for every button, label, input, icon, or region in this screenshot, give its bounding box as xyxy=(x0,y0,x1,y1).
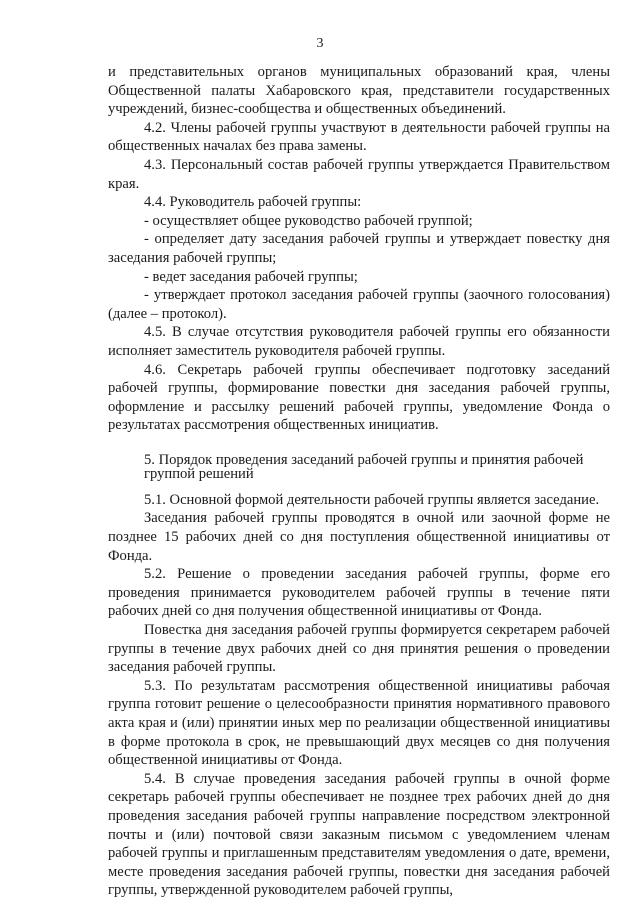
section-5-body xyxy=(108,491,610,900)
paragraph: 5.3. По результатам рассмотрения общественной инициативы рабочая группа готовит решение о целесообразности принятия нормативного правового акта края и (или) принятии иных мер по реализации общественной инициативы в форме протокола в срок, не превышающий двух месяцев со дня получения общественной инициативы от Фонда. xyxy=(108,677,610,769)
section-5-heading: 5. Порядок проведения заседаний рабочей группы и принятия рабочей группой решений xyxy=(144,451,584,482)
paragraph: 5.2. Решение о проведении заседания рабочей группы, форме его проведения принимается руководителем рабочей группы в течение пяти рабочих дней со дня получения общественной инициативы от Фонда. xyxy=(108,566,610,620)
paragraph: - осуществляет общее руководство рабочей группой; xyxy=(144,212,473,229)
paragraph: Повестка дня заседания рабочей группы формируется секретарем рабочей группы в течение двух рабочих дней со дня принятия решения о проведении заседания рабочей группы. xyxy=(108,622,610,676)
paragraph: 5.4. В случае проведения заседания рабочей группы в очной форме секретарь рабочей группы обеспечивает не позднее трех рабочих дней до дня проведения заседания рабочей группы направление посредством электронной почты и (или) почтовой связи заказным письмом с уведомлением членам рабочей группы и приглашенным представителям уведомления о дате, времени, месте проведения заседания рабочей группы, повестки дня заседания рабочей группы, утвержденной руководителем рабочей группы, xyxy=(108,770,610,899)
paragraph: 4.5. В случае отсутствия руководителя рабочей группы его обязанности исполняет заместитель руководителя рабочей группы. xyxy=(108,324,610,359)
page-number: 3 xyxy=(316,36,324,51)
paragraph: - утверждает протокол заседания рабочей группы (заочного голосования) (далее – протокол). xyxy=(108,287,610,322)
paragraph: 5.1. Основной формой деятельности рабочей группы является заседание. xyxy=(144,491,600,508)
paragraph: Заседания рабочей группы проводятся в очной или заочной форме не позднее 15 рабочих дней со дня поступления общественной инициативы от Фонда. xyxy=(108,510,610,564)
paragraph: - ведет заседания рабочей группы; xyxy=(144,268,358,285)
paragraph: 4.4. Руководитель рабочей группы: xyxy=(144,194,362,211)
paragraph: 4.6. Секретарь рабочей группы обеспечивает подготовку заседаний рабочей группы, формирование повестки дня заседания рабочей группы, оформление и рассылку решений рабочей группы, уведомление Фонда о результатах рассмотрения общественных инициатив. xyxy=(108,361,610,434)
paragraph: и представительных органов муниципальных образований края, члены Общественной палаты Хабаровского края, представители государственных учреждений, бизнес-сообщества и общественных объединений. xyxy=(108,64,610,118)
paragraph: 4.3. Персональный состав рабочей группы утверждается Правительством края. xyxy=(108,156,610,192)
section-4-continued xyxy=(108,63,610,435)
paragraph: - определяет дату заседания рабочей группы и утверждает повестку дня заседания рабочей группы; xyxy=(108,231,610,266)
paragraph: 4.2. Члены рабочей группы участвуют в деятельности рабочей группы на общественных началах без права замены. xyxy=(108,119,610,155)
document-body xyxy=(108,63,610,900)
